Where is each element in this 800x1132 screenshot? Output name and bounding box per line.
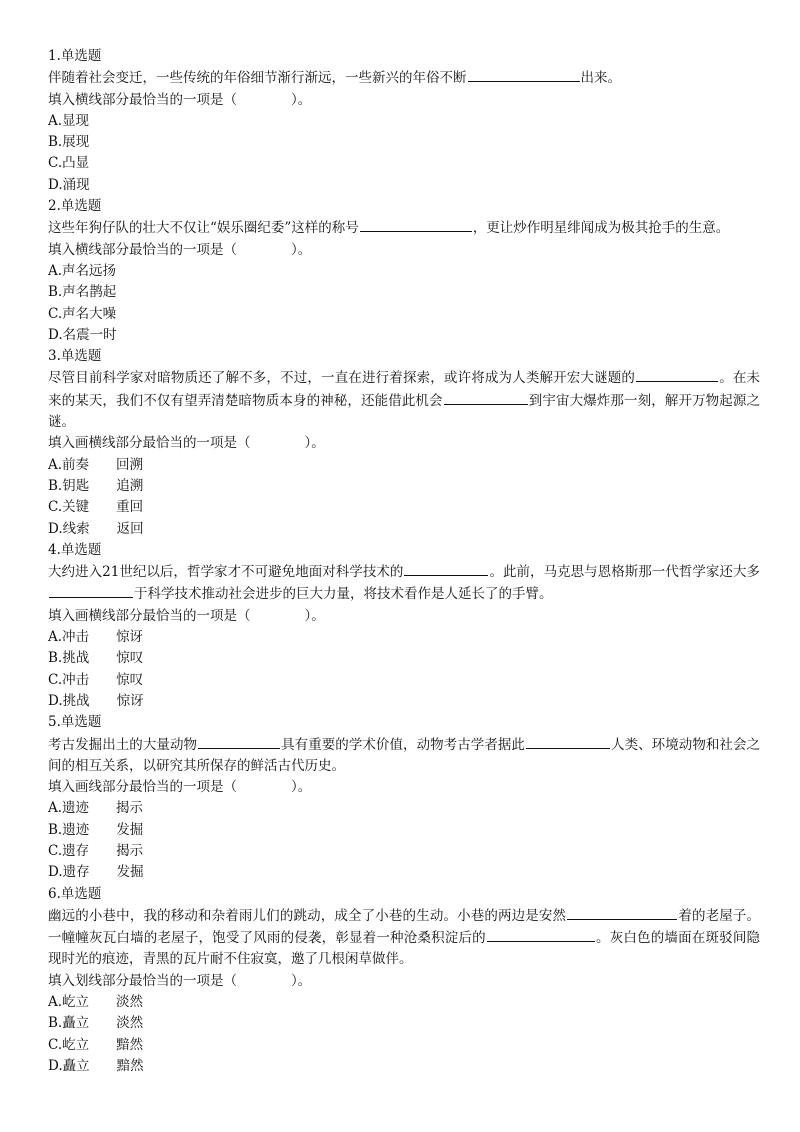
- question-prompt: 填入横线部分最恰当的一项是（ ）。: [48, 241, 312, 258]
- question-2: [48, 196, 760, 346]
- option-c[interactable]: C.凸显: [48, 155, 90, 172]
- answer-blank: [526, 734, 610, 749]
- option-c[interactable]: C.屹立 黯然: [48, 1036, 144, 1053]
- stem-text: 具有重要的学术价值，动物考古学者据此: [281, 736, 525, 753]
- answer-blank: [487, 927, 595, 942]
- question-prompt: 填入横线部分最恰当的一项是（ ）。: [48, 91, 312, 108]
- question-prompt: 填入划线部分最恰当的一项是（ ）。: [48, 972, 312, 989]
- answer-blank: [404, 561, 488, 576]
- question-heading: 5.单选题: [48, 714, 102, 731]
- stem-text: 。此前，马克思与恩格斯那一代哲学家还大多: [489, 564, 760, 581]
- stem-text: 这些年狗仔队的壮大不仅让“娱乐圈纪委”这样的称号: [48, 220, 359, 237]
- answer-blank: [360, 217, 472, 232]
- stem-text: 着的老屋子。一幢幢灰瓦白墙的老屋子，饱受了风雨的侵袭，彰显着一种沧桑积淀后的: [48, 907, 761, 947]
- option-d[interactable]: D.线索 返回: [48, 520, 144, 537]
- question-stem: [48, 734, 760, 778]
- question-1: [48, 46, 760, 196]
- option-c[interactable]: C.遗存 揭示: [48, 842, 144, 859]
- option-a[interactable]: A.冲击 惊讶: [48, 629, 144, 646]
- stem-text: 人类、环境动物和社会之间的相互关系，以研究其所保存的鲜活古代历史。: [48, 736, 761, 774]
- stem-text: 幽远的小巷中，我的移动和杂着雨儿们的跳动，成全了小巷的生动。小巷的两边是安然: [48, 907, 567, 924]
- option-b[interactable]: B.矗立 淡然: [48, 1015, 144, 1032]
- answer-blank: [567, 905, 677, 920]
- stem-text: 大约进入21世纪以后，哲学家才不可避免地面对科学技术的: [48, 564, 404, 581]
- option-a[interactable]: A.前奏 回溯: [48, 456, 144, 473]
- option-d[interactable]: D.遗存 发掘: [48, 864, 144, 881]
- option-b[interactable]: B.挑战 惊叹: [48, 650, 144, 667]
- answer-blank: [468, 67, 580, 82]
- stem-text: 尽管目前科学家对暗物质还了解不多，不过，一直在进行着探索，或许将成为人类解开宏大谜题的: [48, 370, 636, 387]
- question-stem: [48, 561, 760, 606]
- question-stem: [48, 67, 760, 89]
- option-d[interactable]: D.挑战 惊讶: [48, 692, 144, 709]
- option-c[interactable]: C.冲击 惊叹: [48, 671, 144, 688]
- question-heading: 3.单选题: [48, 348, 102, 365]
- stem-text: 到宇宙大爆炸那一刻，解开万物起源之谜。: [48, 392, 761, 431]
- question-heading: 1.单选题: [48, 48, 102, 64]
- question-stem: [48, 217, 760, 239]
- option-b[interactable]: B.声名鹊起: [48, 284, 117, 301]
- option-a[interactable]: A.遗迹 揭示: [48, 800, 144, 817]
- answer-blank: [636, 367, 718, 382]
- option-d[interactable]: D.矗立 黯然: [48, 1057, 144, 1074]
- question-heading: 2.单选题: [48, 198, 102, 215]
- answer-blank: [49, 583, 133, 598]
- option-a[interactable]: A.屹立 淡然: [48, 994, 144, 1011]
- option-b[interactable]: B.遗迹 发掘: [48, 821, 144, 838]
- question-prompt: 填入画横线部分最恰当的一项是（ ）。: [48, 607, 325, 624]
- option-d[interactable]: D.涌现: [48, 176, 90, 193]
- stem-text: 于科学技术推动社会进步的巨大力量，将技术看作是人延长了的手臂。: [134, 586, 553, 603]
- answer-blank: [198, 734, 280, 749]
- option-d[interactable]: D.名震一时: [48, 326, 117, 343]
- question-5: [48, 712, 760, 883]
- question-stem: [48, 905, 760, 971]
- option-a[interactable]: A.显现: [48, 112, 90, 129]
- option-c[interactable]: C.关键 重回: [48, 499, 144, 516]
- option-b[interactable]: B.展现: [48, 134, 90, 151]
- option-a[interactable]: A.声名远扬: [48, 262, 117, 279]
- question-4: [48, 540, 760, 712]
- question-stem: [48, 367, 760, 433]
- option-b[interactable]: B.钥匙 追溯: [48, 477, 144, 494]
- answer-blank: [444, 390, 528, 405]
- question-6: [48, 884, 760, 1078]
- question-3: [48, 346, 760, 540]
- option-c[interactable]: C.声名大噪: [48, 305, 117, 322]
- stem-text: 考古发掘出土的大量动物: [48, 736, 198, 753]
- question-prompt: 填入画横线部分最恰当的一项是（ ）。: [48, 435, 325, 452]
- question-heading: 4.单选题: [48, 541, 102, 558]
- question-prompt: 填入画线部分最恰当的一项是（ ）。: [48, 779, 312, 796]
- stem-text: 出来。: [580, 70, 621, 87]
- question-heading: 6.单选题: [48, 885, 102, 902]
- stem-text: ，更让炒作明星绯闻成为极其抢手的生意。: [472, 220, 730, 237]
- stem-text: 伴随着社会变迁，一些传统的年俗细节渐行渐远，一些新兴的年俗不断: [48, 70, 467, 87]
- stem-text: 。灰白色的墙面在斑驳间隐现时光的痕迹，青黑的瓦片耐不住寂寞，邀了几根闲草做伴。: [48, 930, 761, 968]
- stem-text: 。在未来的某天，我们不仅有望弄清楚暗物质本身的神秘，还能借此机会: [48, 370, 761, 409]
